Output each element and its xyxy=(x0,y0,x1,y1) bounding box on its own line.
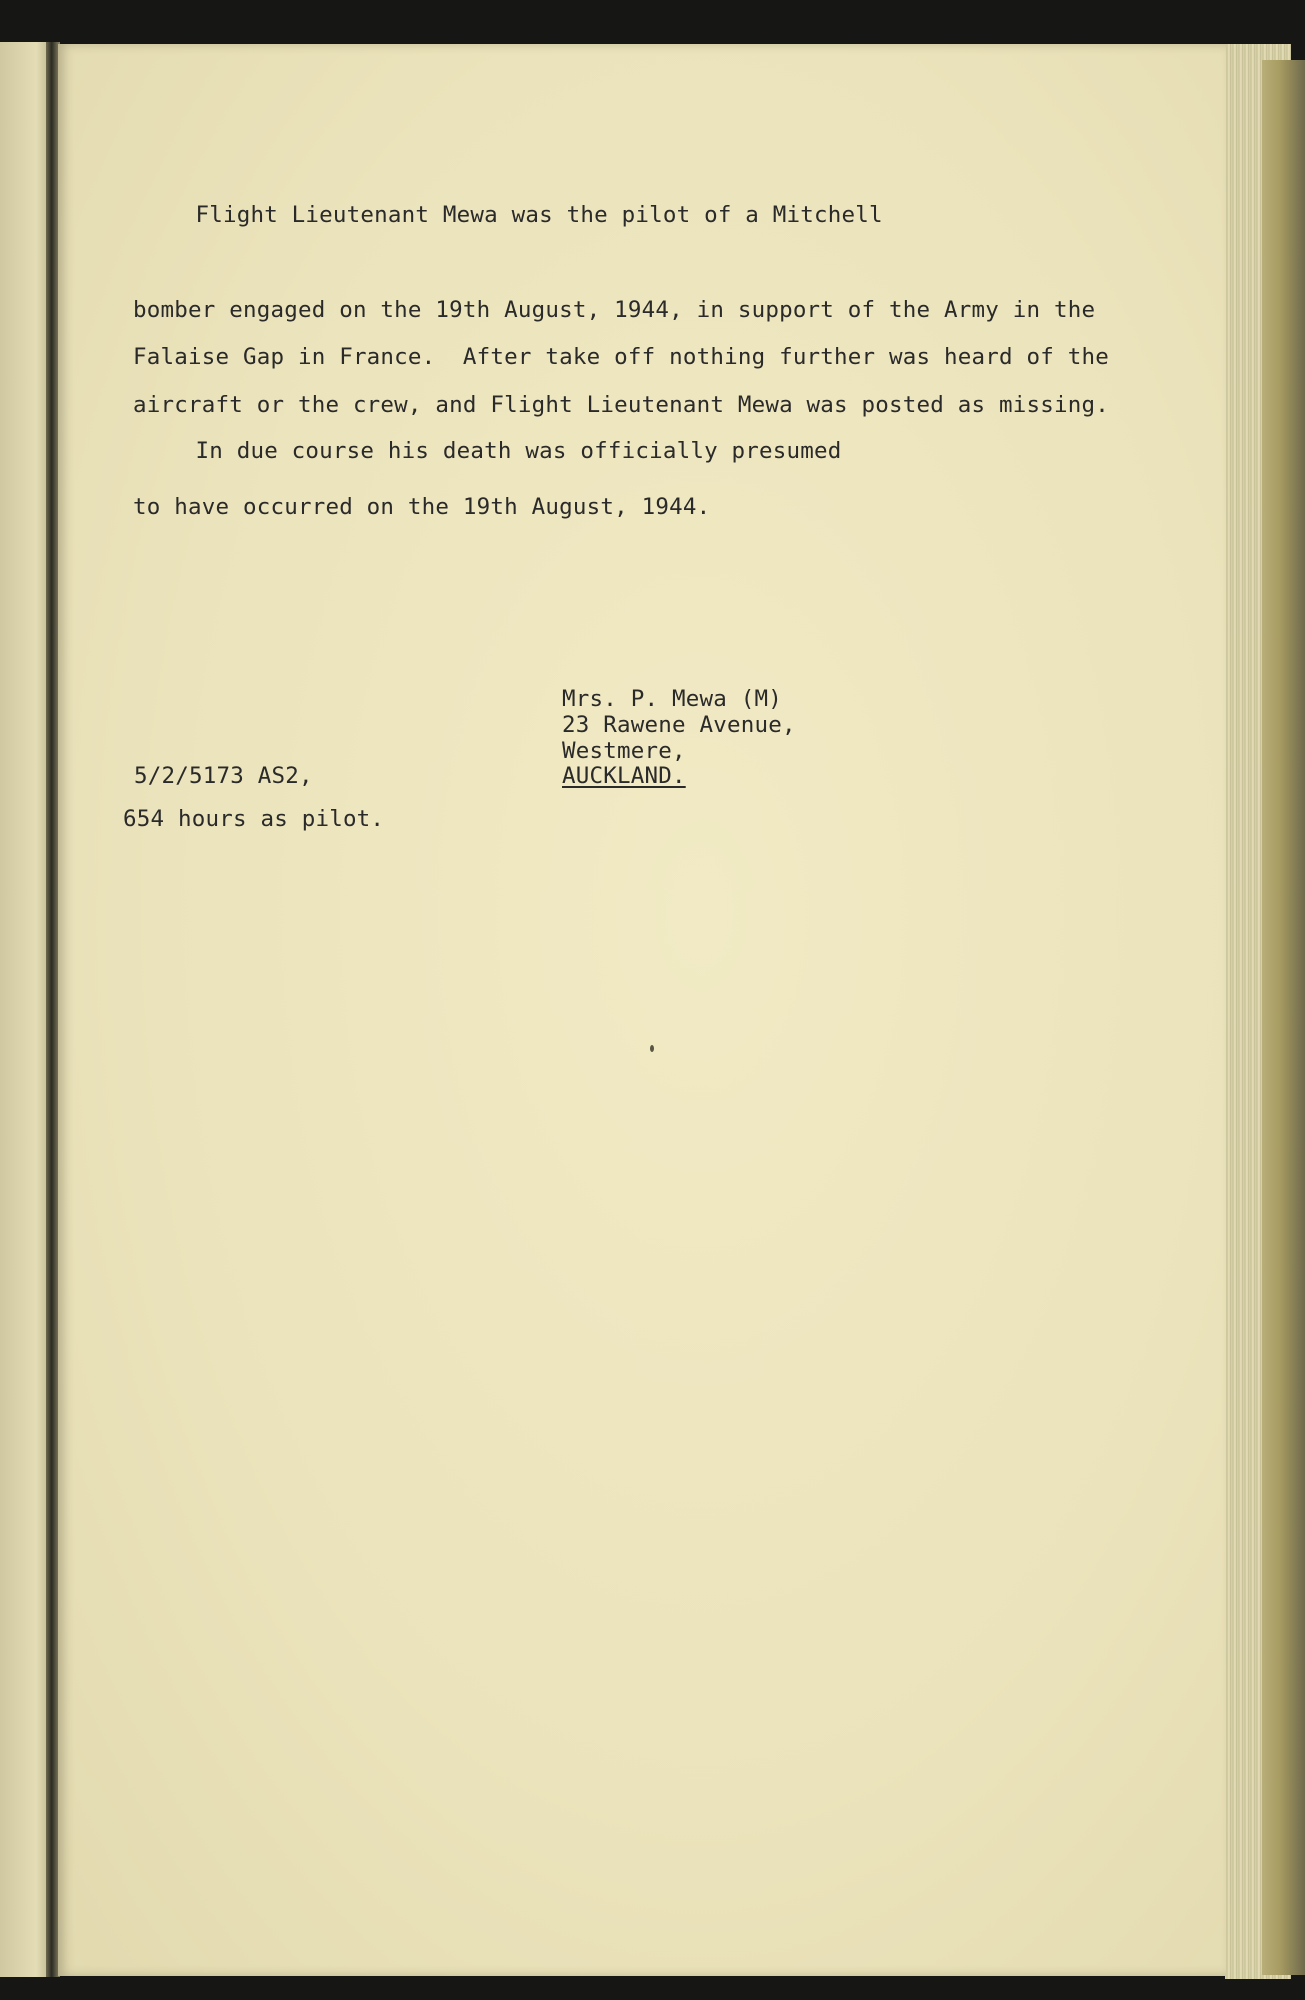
next-of-kin-suburb: Westmere, xyxy=(562,738,686,764)
narrative-line-1: Flight Lieutenant Mewa was the pilot of a Mitchell xyxy=(58,202,883,228)
previous-page-edge xyxy=(0,42,52,1977)
next-of-kin-name: Mrs. P. Mewa (M) xyxy=(562,686,782,712)
book-cover-edge xyxy=(1262,60,1305,1975)
narrative-line-6: to have occurred on the 19th August, 1944. xyxy=(133,494,711,520)
next-of-kin-street: 23 Rawene Avenue, xyxy=(562,712,796,738)
paper-speck xyxy=(650,1045,654,1052)
document-page xyxy=(58,44,1226,1976)
narrative-line-2: bomber engaged on the 19th August, 1944, in support of the Army in the xyxy=(133,297,1096,323)
narrative-line-3: Falaise Gap in France. After take off nothing further was heard of the xyxy=(133,344,1109,370)
narrative-line-4: aircraft or the crew, and Flight Lieutenant Mewa was posted as missing. xyxy=(133,392,1109,418)
next-of-kin-city: AUCKLAND. xyxy=(562,763,686,789)
flying-hours: 654 hours as pilot. xyxy=(123,806,385,832)
narrative-line-5: In due course his death was officially presumed xyxy=(58,438,842,464)
file-reference: 5/2/5173 AS2, xyxy=(134,763,313,789)
